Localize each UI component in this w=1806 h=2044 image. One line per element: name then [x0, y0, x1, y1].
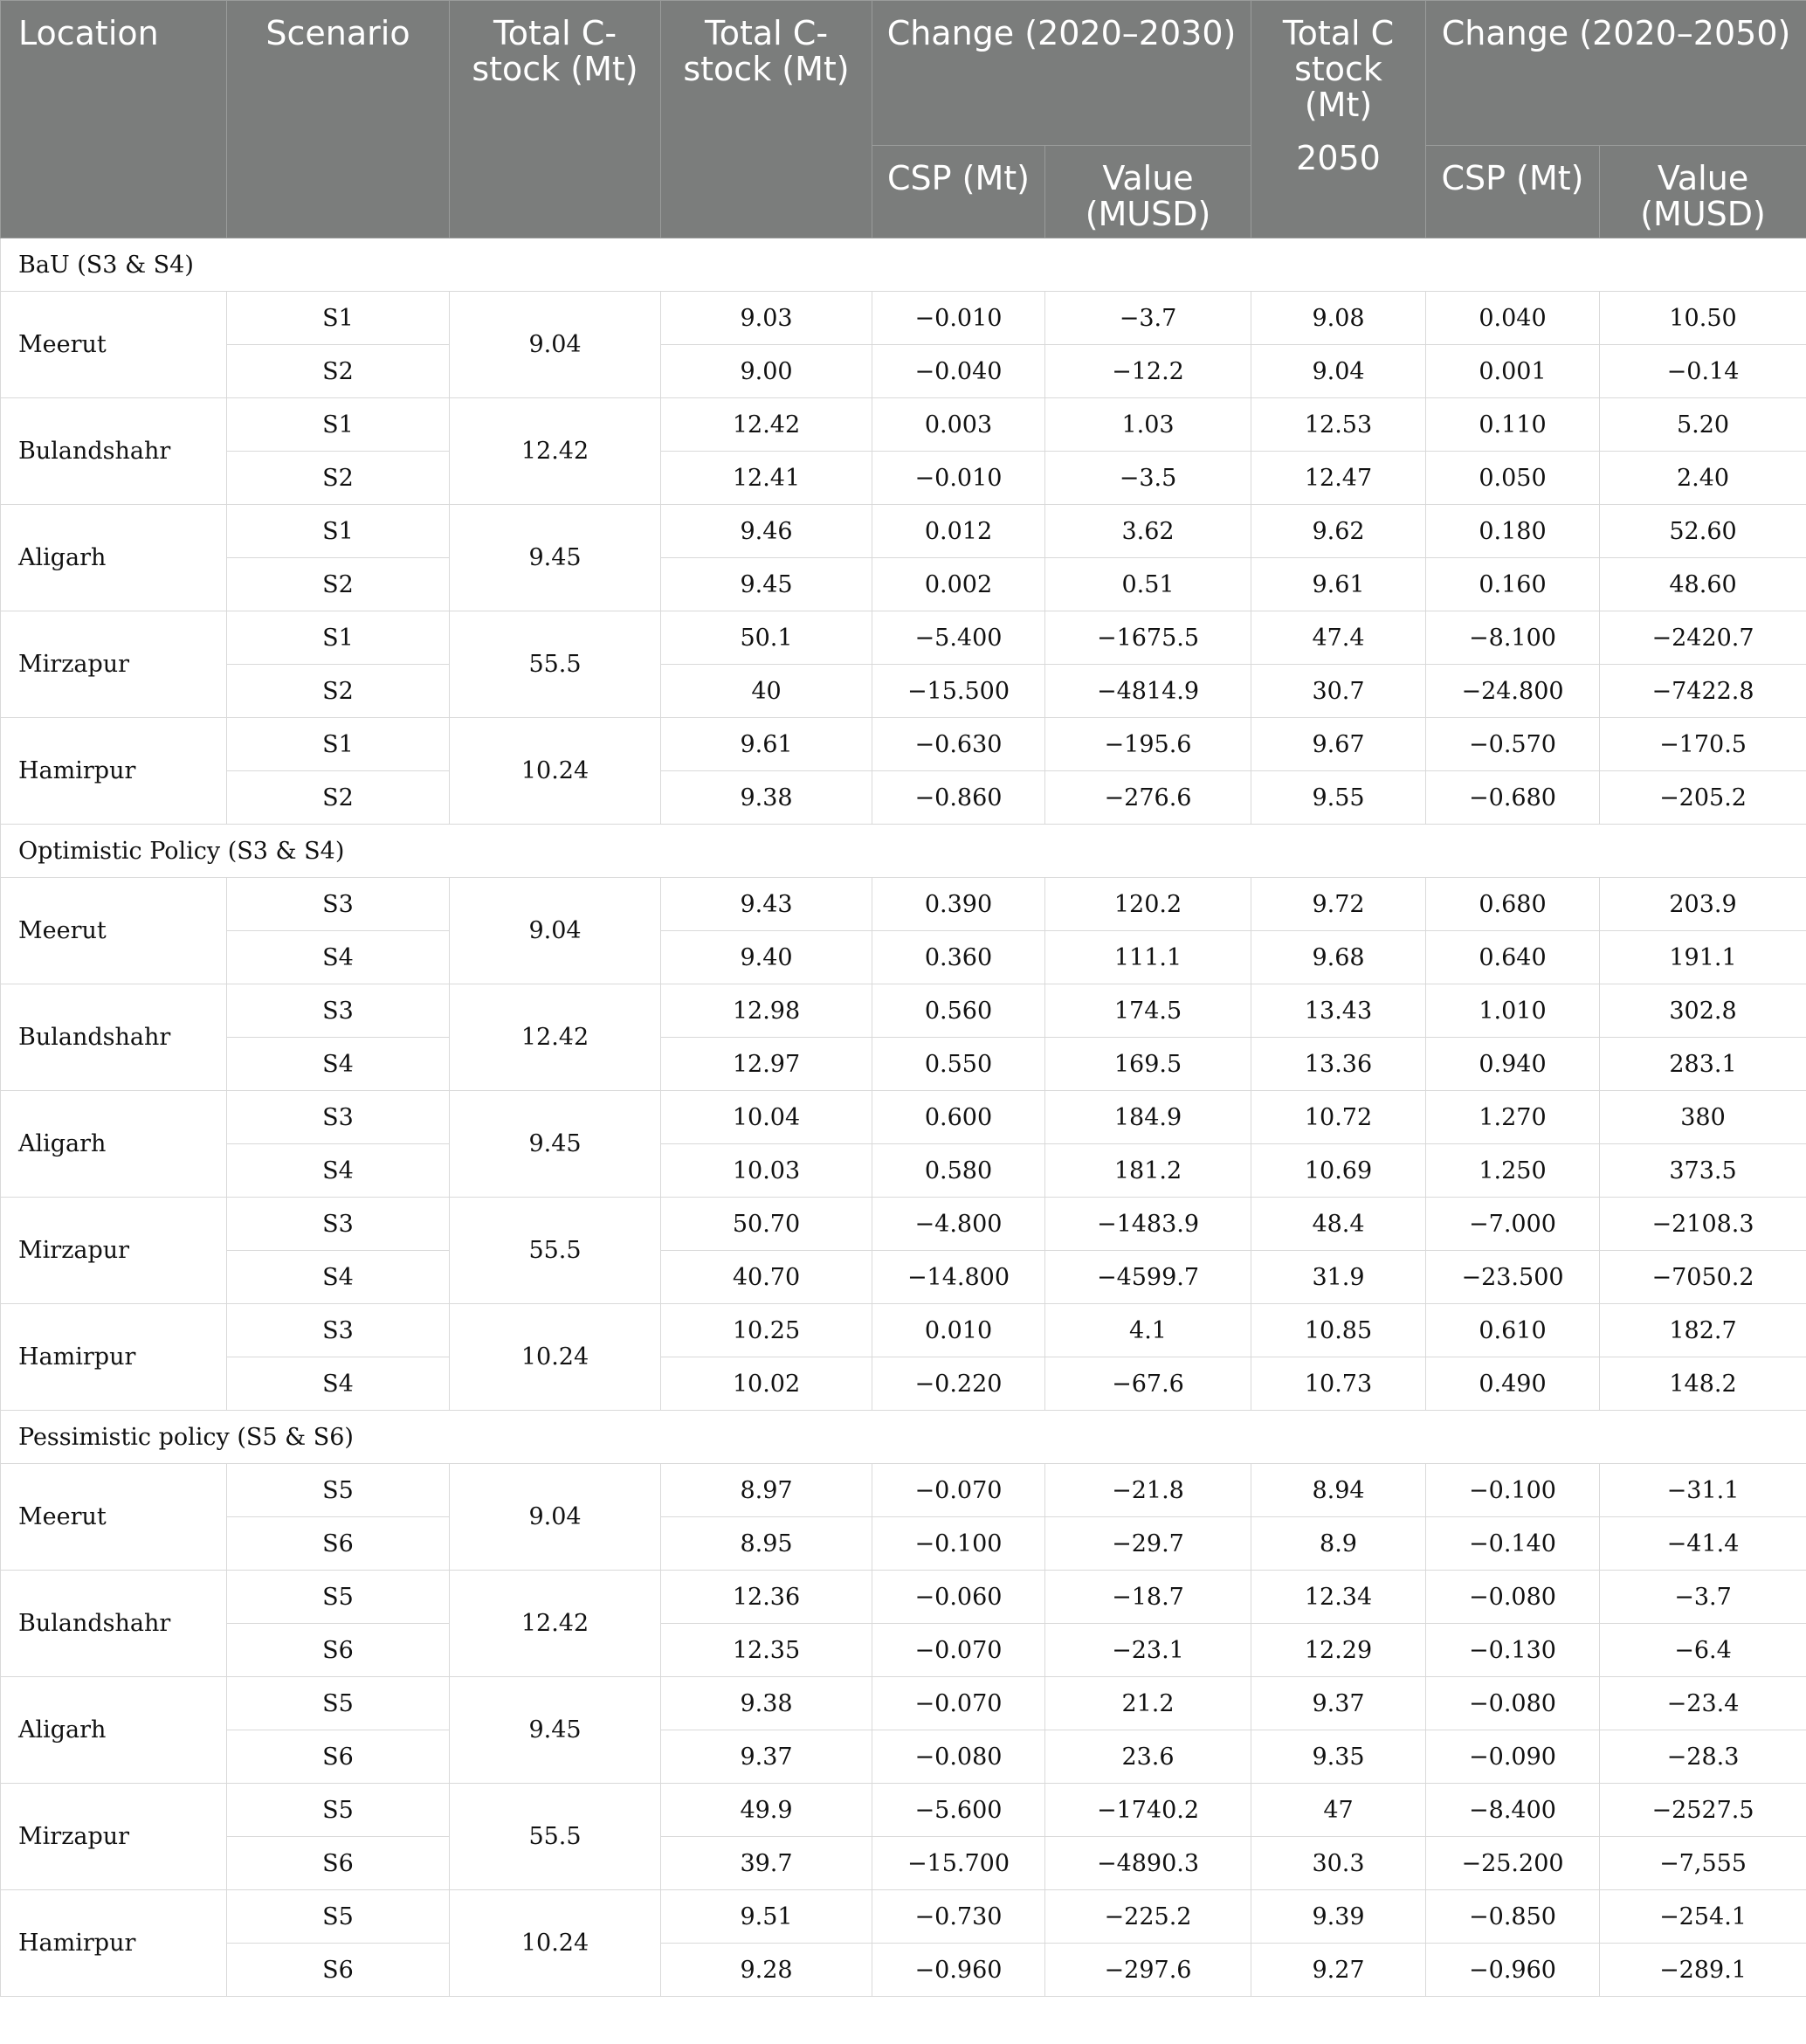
cell-value-2050: −31.1	[1600, 1464, 1806, 1517]
table-row	[1, 1198, 1806, 1251]
cell-value-2050: 191.1	[1600, 931, 1806, 984]
cell-csp-2030: −0.060	[872, 1571, 1045, 1624]
cell-cstock-2030: 8.97	[661, 1464, 872, 1517]
cell-value-2030: −195.6	[1045, 718, 1251, 771]
cell-value-2050: −28.3	[1600, 1730, 1806, 1784]
cell-total-cstock: 12.42	[450, 398, 661, 505]
cell-value-2050: 52.60	[1600, 505, 1806, 558]
cell-csp-2050: 1.250	[1426, 1144, 1600, 1198]
table-row	[1, 1038, 1806, 1091]
cell-scenario: S3	[227, 984, 450, 1038]
table-row	[1, 1624, 1806, 1677]
cell-csp-2030: 0.550	[872, 1038, 1045, 1091]
cell-value-2050: −289.1	[1600, 1944, 1806, 1997]
cell-total-cstock: 9.04	[450, 292, 661, 398]
cell-location: Bulandshahr	[1, 1571, 227, 1677]
cell-value-2050: 373.5	[1600, 1144, 1806, 1198]
cell-value-2050: 203.9	[1600, 878, 1806, 931]
cell-scenario: S2	[227, 771, 450, 825]
cell-cstock-2030: 9.61	[661, 718, 872, 771]
cell-value-2050: −7422.8	[1600, 665, 1806, 718]
cell-scenario: S6	[227, 1517, 450, 1571]
cell-value-2050: −41.4	[1600, 1517, 1806, 1571]
header-csp-2050: CSP (Mt)	[1426, 146, 1600, 238]
cell-cstock-2050: 9.27	[1251, 1944, 1426, 1997]
cell-csp-2030: −0.070	[872, 1624, 1045, 1677]
cell-csp-2030: 0.003	[872, 398, 1045, 452]
cell-cstock-2030: 9.00	[661, 345, 872, 398]
cell-csp-2030: 0.012	[872, 505, 1045, 558]
header-change-2020-2030: Change (2020–2030)	[872, 1, 1251, 146]
cell-scenario: S5	[227, 1890, 450, 1944]
cell-cstock-2050: 9.61	[1251, 558, 1426, 611]
section-row	[1, 1411, 1806, 1464]
table-row	[1, 665, 1806, 718]
table-row	[1, 505, 1806, 558]
cell-csp-2050: −0.850	[1426, 1890, 1600, 1944]
cell-value-2030: −3.7	[1045, 292, 1251, 345]
header-total-cstock: Total C-stock (Mt)	[450, 1, 661, 238]
header-value-2030: Value (MUSD)	[1045, 146, 1251, 238]
cell-value-2030: −4814.9	[1045, 665, 1251, 718]
cell-location: Aligarh	[1, 1091, 227, 1198]
cell-total-cstock: 55.5	[450, 1784, 661, 1890]
cell-cstock-2030: 9.43	[661, 878, 872, 931]
section-row	[1, 825, 1806, 878]
cell-cstock-2030: 12.97	[661, 1038, 872, 1091]
cell-csp-2050: 0.040	[1426, 292, 1600, 345]
cell-value-2030: 120.2	[1045, 878, 1251, 931]
cell-value-2050: −7,555	[1600, 1837, 1806, 1890]
cell-csp-2050: −0.080	[1426, 1677, 1600, 1730]
cell-csp-2050: 0.680	[1426, 878, 1600, 931]
table-row	[1, 1571, 1806, 1624]
cell-location: Meerut	[1, 292, 227, 398]
cell-scenario: S3	[227, 1198, 450, 1251]
header-scenario: Scenario	[227, 1, 450, 238]
table-row	[1, 398, 1806, 452]
cell-cstock-2050: 8.9	[1251, 1517, 1426, 1571]
table-row	[1, 1837, 1806, 1890]
cell-csp-2050: −0.130	[1426, 1624, 1600, 1677]
cell-cstock-2050: 12.29	[1251, 1624, 1426, 1677]
cell-value-2030: 4.1	[1045, 1304, 1251, 1357]
cell-value-2030: −1675.5	[1045, 611, 1251, 665]
cell-value-2050: 48.60	[1600, 558, 1806, 611]
cell-cstock-2050: 47.4	[1251, 611, 1426, 665]
cell-csp-2030: −0.630	[872, 718, 1045, 771]
cell-csp-2030: 0.600	[872, 1091, 1045, 1144]
cell-scenario: S6	[227, 1624, 450, 1677]
cell-value-2030: −67.6	[1045, 1357, 1251, 1411]
cell-cstock-2050: 10.69	[1251, 1144, 1426, 1198]
cell-cstock-2050: 9.04	[1251, 345, 1426, 398]
section-title: Pessimistic policy (S5 & S6)	[1, 1411, 1806, 1464]
table-row	[1, 1730, 1806, 1784]
cell-value-2030: 23.6	[1045, 1730, 1251, 1784]
cell-csp-2050: −0.090	[1426, 1730, 1600, 1784]
cell-total-cstock: 9.04	[450, 1464, 661, 1571]
table-row	[1, 292, 1806, 345]
cell-csp-2030: −5.400	[872, 611, 1045, 665]
cell-scenario: S5	[227, 1571, 450, 1624]
cell-cstock-2050: 9.37	[1251, 1677, 1426, 1730]
cell-cstock-2050: 13.36	[1251, 1038, 1426, 1091]
cell-csp-2050: 0.180	[1426, 505, 1600, 558]
cell-scenario: S4	[227, 1251, 450, 1304]
cell-location: Aligarh	[1, 505, 227, 611]
cell-cstock-2030: 9.40	[661, 931, 872, 984]
cell-value-2050: −205.2	[1600, 771, 1806, 825]
cell-cstock-2050: 8.94	[1251, 1464, 1426, 1517]
cell-csp-2050: 0.640	[1426, 931, 1600, 984]
cell-total-cstock: 10.24	[450, 1890, 661, 1997]
cell-csp-2030: −0.070	[872, 1677, 1045, 1730]
cell-cstock-2050: 13.43	[1251, 984, 1426, 1038]
cell-csp-2050: −0.100	[1426, 1464, 1600, 1517]
cell-csp-2050: 1.270	[1426, 1091, 1600, 1144]
cell-value-2030: 3.62	[1045, 505, 1251, 558]
cell-cstock-2030: 9.37	[661, 1730, 872, 1784]
cell-scenario: S4	[227, 1357, 450, 1411]
table-row	[1, 878, 1806, 931]
cell-scenario: S1	[227, 292, 450, 345]
cell-cstock-2050: 12.47	[1251, 452, 1426, 505]
cell-cstock-2050: 9.68	[1251, 931, 1426, 984]
cell-scenario: S1	[227, 611, 450, 665]
cell-value-2030: −29.7	[1045, 1517, 1251, 1571]
cell-location: Mirzapur	[1, 1784, 227, 1890]
cell-scenario: S6	[227, 1730, 450, 1784]
cell-csp-2030: −5.600	[872, 1784, 1045, 1837]
cell-scenario: S2	[227, 665, 450, 718]
cell-cstock-2030: 10.03	[661, 1144, 872, 1198]
cell-value-2050: −3.7	[1600, 1571, 1806, 1624]
cell-scenario: S5	[227, 1464, 450, 1517]
cell-location: Bulandshahr	[1, 398, 227, 505]
cell-value-2030: −18.7	[1045, 1571, 1251, 1624]
cell-csp-2050: −7.000	[1426, 1198, 1600, 1251]
header-csp-2030: CSP (Mt)	[872, 146, 1045, 238]
cell-value-2030: 169.5	[1045, 1038, 1251, 1091]
cell-cstock-2050: 10.73	[1251, 1357, 1426, 1411]
cell-total-cstock: 9.45	[450, 1677, 661, 1784]
cell-csp-2030: 0.360	[872, 931, 1045, 984]
cell-cstock-2030: 9.03	[661, 292, 872, 345]
cell-cstock-2050: 9.35	[1251, 1730, 1426, 1784]
cell-csp-2050: −8.100	[1426, 611, 1600, 665]
cell-scenario: S1	[227, 718, 450, 771]
cell-value-2030: −225.2	[1045, 1890, 1251, 1944]
cell-csp-2050: −0.080	[1426, 1571, 1600, 1624]
cell-total-cstock: 9.04	[450, 878, 661, 984]
table-row	[1, 1304, 1806, 1357]
cell-value-2030: −276.6	[1045, 771, 1251, 825]
cell-csp-2050: 1.010	[1426, 984, 1600, 1038]
cell-value-2050: 10.50	[1600, 292, 1806, 345]
cell-scenario: S2	[227, 558, 450, 611]
table-row	[1, 1357, 1806, 1411]
cell-value-2030: −1740.2	[1045, 1784, 1251, 1837]
header-total-c-stock-label: Total C stock (Mt)	[1282, 14, 1395, 124]
cell-value-2030: −23.1	[1045, 1624, 1251, 1677]
cell-value-2030: −297.6	[1045, 1944, 1251, 1997]
cell-scenario: S2	[227, 345, 450, 398]
cell-cstock-2050: 9.62	[1251, 505, 1426, 558]
cell-cstock-2030: 50.70	[661, 1198, 872, 1251]
table-row	[1, 611, 1806, 665]
cell-value-2030: 181.2	[1045, 1144, 1251, 1198]
cell-value-2050: −0.14	[1600, 345, 1806, 398]
cell-csp-2030: −0.730	[872, 1890, 1045, 1944]
cell-cstock-2030: 9.45	[661, 558, 872, 611]
table-row	[1, 1091, 1806, 1144]
cell-cstock-2050: 9.39	[1251, 1890, 1426, 1944]
table-row	[1, 1517, 1806, 1571]
cell-csp-2050: 0.610	[1426, 1304, 1600, 1357]
table-row	[1, 771, 1806, 825]
cell-total-cstock: 55.5	[450, 1198, 661, 1304]
cell-value-2050: 182.7	[1600, 1304, 1806, 1357]
cell-cstock-2030: 40.70	[661, 1251, 872, 1304]
cell-location: Aligarh	[1, 1677, 227, 1784]
table-body	[1, 238, 1806, 1997]
header-location: Location	[1, 1, 227, 238]
cell-total-cstock: 9.45	[450, 1091, 661, 1198]
table-row	[1, 1784, 1806, 1837]
cell-scenario: S1	[227, 398, 450, 452]
cell-csp-2050: −0.140	[1426, 1517, 1600, 1571]
cell-total-cstock: 12.42	[450, 1571, 661, 1677]
cell-csp-2050: 0.490	[1426, 1357, 1600, 1411]
header-total-c-stock-2050	[1251, 1, 1426, 238]
cell-csp-2030: −0.010	[872, 292, 1045, 345]
table-row	[1, 1890, 1806, 1944]
header-total-cstock-2030: Total C-stock (Mt)	[661, 1, 872, 238]
table-row	[1, 1251, 1806, 1304]
cell-value-2030: 1.03	[1045, 398, 1251, 452]
cell-csp-2050: −25.200	[1426, 1837, 1600, 1890]
cell-csp-2030: 0.560	[872, 984, 1045, 1038]
cell-value-2050: −2420.7	[1600, 611, 1806, 665]
cell-total-cstock: 10.24	[450, 718, 661, 825]
cell-cstock-2050: 12.53	[1251, 398, 1426, 452]
cell-location: Mirzapur	[1, 1198, 227, 1304]
cell-scenario: S3	[227, 1091, 450, 1144]
cell-csp-2030: −15.500	[872, 665, 1045, 718]
table-row	[1, 931, 1806, 984]
header-value-2050: Value (MUSD)	[1600, 146, 1806, 238]
table-row	[1, 984, 1806, 1038]
cell-value-2050: −23.4	[1600, 1677, 1806, 1730]
cell-scenario: S3	[227, 878, 450, 931]
cell-csp-2050: 0.160	[1426, 558, 1600, 611]
cell-csp-2030: −0.070	[872, 1464, 1045, 1517]
cell-total-cstock: 55.5	[450, 611, 661, 718]
cell-csp-2050: −0.570	[1426, 718, 1600, 771]
cell-scenario: S4	[227, 1144, 450, 1198]
cell-csp-2030: −15.700	[872, 1837, 1045, 1890]
table-row	[1, 1944, 1806, 1997]
table-row	[1, 718, 1806, 771]
cell-total-cstock: 10.24	[450, 1304, 661, 1411]
cell-csp-2050: 0.001	[1426, 345, 1600, 398]
cell-csp-2030: −0.100	[872, 1517, 1045, 1571]
cell-csp-2050: 0.940	[1426, 1038, 1600, 1091]
cell-cstock-2050: 48.4	[1251, 1198, 1426, 1251]
cell-cstock-2030: 10.25	[661, 1304, 872, 1357]
cell-cstock-2030: 9.28	[661, 1944, 872, 1997]
cell-csp-2050: −0.960	[1426, 1944, 1600, 1997]
cell-cstock-2050: 31.9	[1251, 1251, 1426, 1304]
cell-csp-2050: 0.110	[1426, 398, 1600, 452]
cell-cstock-2050: 10.85	[1251, 1304, 1426, 1357]
cell-scenario: S2	[227, 452, 450, 505]
cell-cstock-2050: 9.72	[1251, 878, 1426, 931]
cell-cstock-2030: 12.41	[661, 452, 872, 505]
cell-csp-2050: −8.400	[1426, 1784, 1600, 1837]
cell-cstock-2030: 12.35	[661, 1624, 872, 1677]
cell-cstock-2050: 9.08	[1251, 292, 1426, 345]
cell-value-2030: −3.5	[1045, 452, 1251, 505]
cell-location: Hamirpur	[1, 1304, 227, 1411]
cell-cstock-2030: 9.51	[661, 1890, 872, 1944]
cell-value-2050: −7050.2	[1600, 1251, 1806, 1304]
cell-value-2050: −170.5	[1600, 718, 1806, 771]
cell-cstock-2030: 8.95	[661, 1517, 872, 1571]
cell-cstock-2030: 10.04	[661, 1091, 872, 1144]
cell-cstock-2030: 9.38	[661, 771, 872, 825]
cell-scenario: S5	[227, 1677, 450, 1730]
cell-csp-2050: 0.050	[1426, 452, 1600, 505]
header-change-2020-2050: Change (2020–2050)	[1426, 1, 1806, 146]
cell-value-2050: 2.40	[1600, 452, 1806, 505]
cell-value-2050: 380	[1600, 1091, 1806, 1144]
table-row	[1, 1464, 1806, 1517]
cell-csp-2030: −4.800	[872, 1198, 1045, 1251]
cell-total-cstock: 12.42	[450, 984, 661, 1091]
cell-total-cstock: 9.45	[450, 505, 661, 611]
cell-csp-2050: −0.680	[1426, 771, 1600, 825]
cell-cstock-2050: 30.7	[1251, 665, 1426, 718]
cell-cstock-2050: 9.67	[1251, 718, 1426, 771]
cell-scenario: S5	[227, 1784, 450, 1837]
cell-value-2050: −2527.5	[1600, 1784, 1806, 1837]
cell-csp-2030: 0.580	[872, 1144, 1045, 1198]
cell-cstock-2030: 50.1	[661, 611, 872, 665]
cell-location: Meerut	[1, 1464, 227, 1571]
cell-csp-2030: −0.220	[872, 1357, 1045, 1411]
cell-cstock-2050: 30.3	[1251, 1837, 1426, 1890]
cell-value-2050: −2108.3	[1600, 1198, 1806, 1251]
table-row	[1, 1677, 1806, 1730]
cell-value-2030: −12.2	[1045, 345, 1251, 398]
table-row	[1, 452, 1806, 505]
cell-value-2050: 302.8	[1600, 984, 1806, 1038]
cell-location: Mirzapur	[1, 611, 227, 718]
cell-csp-2030: 0.002	[872, 558, 1045, 611]
cell-csp-2030: −0.860	[872, 771, 1045, 825]
cell-cstock-2030: 39.7	[661, 1837, 872, 1890]
cell-value-2030: 111.1	[1045, 931, 1251, 984]
cell-csp-2030: −0.040	[872, 345, 1045, 398]
table-row	[1, 1144, 1806, 1198]
cell-value-2030: 174.5	[1045, 984, 1251, 1038]
table-row	[1, 345, 1806, 398]
cell-value-2030: 0.51	[1045, 558, 1251, 611]
cell-cstock-2030: 9.38	[661, 1677, 872, 1730]
cell-cstock-2030: 10.02	[661, 1357, 872, 1411]
cell-cstock-2030: 49.9	[661, 1784, 872, 1837]
table-header	[1, 1, 1806, 238]
section-title: Optimistic Policy (S3 & S4)	[1, 825, 1806, 878]
cell-value-2050: 5.20	[1600, 398, 1806, 452]
cell-location: Bulandshahr	[1, 984, 227, 1091]
cell-value-2030: 184.9	[1045, 1091, 1251, 1144]
section-row	[1, 238, 1806, 292]
cell-scenario: S4	[227, 931, 450, 984]
cell-value-2050: 148.2	[1600, 1357, 1806, 1411]
cell-scenario: S1	[227, 505, 450, 558]
cell-value-2030: −1483.9	[1045, 1198, 1251, 1251]
cell-location: Hamirpur	[1, 718, 227, 825]
cell-value-2030: −21.8	[1045, 1464, 1251, 1517]
cell-cstock-2050: 12.34	[1251, 1571, 1426, 1624]
cell-cstock-2030: 40	[661, 665, 872, 718]
table-row	[1, 558, 1806, 611]
cell-cstock-2050: 47	[1251, 1784, 1426, 1837]
cell-cstock-2050: 10.72	[1251, 1091, 1426, 1144]
cell-value-2050: −6.4	[1600, 1624, 1806, 1677]
cell-cstock-2030: 12.42	[661, 398, 872, 452]
cell-scenario: S6	[227, 1944, 450, 1997]
cell-cstock-2030: 12.36	[661, 1571, 872, 1624]
cell-cstock-2030: 12.98	[661, 984, 872, 1038]
cell-csp-2050: −24.800	[1426, 665, 1600, 718]
cell-csp-2030: −0.010	[872, 452, 1045, 505]
cell-value-2030: −4599.7	[1045, 1251, 1251, 1304]
cell-value-2050: 283.1	[1600, 1038, 1806, 1091]
header-year-2050: 2050	[1296, 139, 1381, 177]
cell-csp-2030: −0.080	[872, 1730, 1045, 1784]
cell-value-2030: 21.2	[1045, 1677, 1251, 1730]
cell-csp-2030: −0.960	[872, 1944, 1045, 1997]
section-title: BaU (S3 & S4)	[1, 238, 1806, 292]
cell-csp-2050: −23.500	[1426, 1251, 1600, 1304]
cell-scenario: S4	[227, 1038, 450, 1091]
cell-location: Hamirpur	[1, 1890, 227, 1997]
cell-location: Meerut	[1, 878, 227, 984]
cell-csp-2030: 0.010	[872, 1304, 1045, 1357]
cell-csp-2030: 0.390	[872, 878, 1045, 931]
cell-value-2030: −4890.3	[1045, 1837, 1251, 1890]
cell-cstock-2050: 9.55	[1251, 771, 1426, 825]
cell-csp-2030: −14.800	[872, 1251, 1045, 1304]
cell-scenario: S6	[227, 1837, 450, 1890]
cell-value-2050: −254.1	[1600, 1890, 1806, 1944]
cell-scenario: S3	[227, 1304, 450, 1357]
cell-cstock-2030: 9.46	[661, 505, 872, 558]
